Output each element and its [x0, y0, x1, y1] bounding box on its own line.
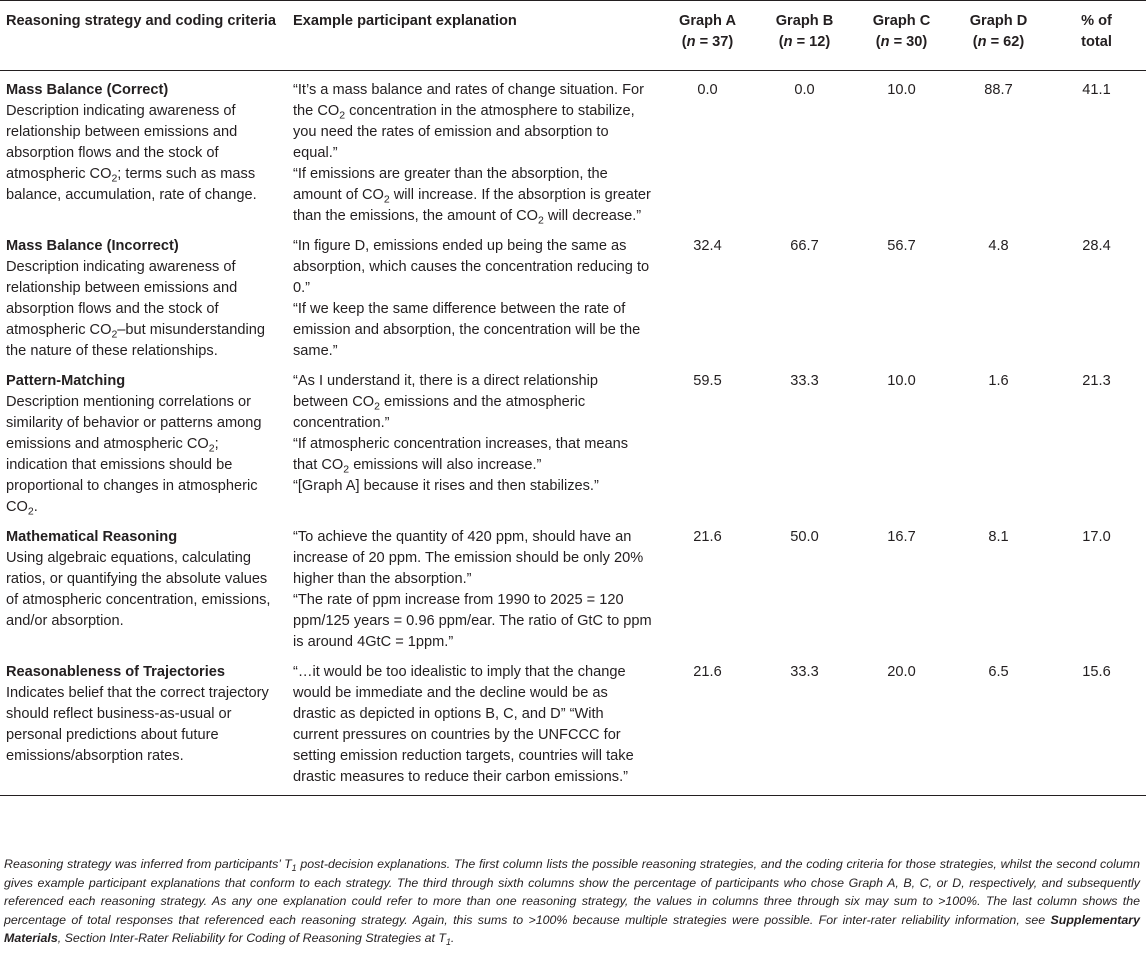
- example-quote: “[Graph A] because it rises and then stabilizes.”: [293, 478, 599, 494]
- header-row: [0, 1, 1146, 71]
- table-row: [0, 71, 1146, 228]
- graph-c-value: 10.0: [887, 82, 916, 98]
- graph-d-value: 6.5: [950, 653, 1047, 796]
- header-graph-c: Graph C (n = 30): [853, 1, 950, 71]
- graph-c-value: 10.0: [887, 373, 916, 389]
- graph-a-value: 59.5: [693, 373, 722, 389]
- strategy-description: Using algebraic equations, calculating ratios, or quantifying the absolute values of atmospheric concentration, emissions, and/or absorption.: [6, 550, 271, 629]
- graph-b-value: 0.0: [794, 82, 815, 98]
- strategy-name: Mass Balance (Incorrect): [6, 238, 179, 254]
- graph-b-value: 33.3: [790, 373, 819, 389]
- graph-b-value: 66.7: [790, 238, 819, 254]
- total-value: 28.4: [1082, 238, 1111, 254]
- strategy-name: Mathematical Reasoning: [6, 529, 178, 545]
- example-quote: “To achieve the quantity of 420 ppm, should have an increase of 20 ppm. The emission should be only 20% higher than the absorption.”: [293, 529, 644, 587]
- example-quote: “If emissions are greater than the absorption, the amount of $CO_2$ will increase. If the absorption is greater than the emissions, the amount of $CO_2$ will decrease.”: [293, 166, 651, 227]
- graph-c-value: 20.0: [853, 653, 950, 796]
- graph-a-value: 21.6: [693, 529, 722, 545]
- strategy-cell: [0, 362, 287, 518]
- header-graph-d: Graph D (n = 62): [950, 1, 1047, 71]
- graph-d-value: 1.6: [988, 373, 1009, 389]
- supplementary-materials-link[interactable]: Supplementary Materials: [4, 912, 1140, 946]
- graph-c-value: 16.7: [887, 529, 916, 545]
- graph-d-value: 4.8: [988, 238, 1009, 254]
- graph-a-value: 32.4: [693, 238, 722, 254]
- example-quote: “If we keep the same difference between the rate of emission and absorption, the concentration will be the same.”: [293, 301, 641, 359]
- strategy-description: Indicates belief that the correct trajectory should reflect business-as-usual or personal predictions about future emissions/absorption rates.: [6, 685, 269, 764]
- example-cell: [287, 362, 659, 518]
- example-cell: [287, 653, 659, 796]
- graph-d-value: 8.1: [988, 529, 1009, 545]
- strategy-name: Reasonableness of Trajectories: [6, 664, 225, 680]
- header-graph-a: Graph A (n = 37): [659, 1, 756, 71]
- total-value: 17.0: [1082, 529, 1111, 545]
- table-row: [0, 653, 1146, 796]
- graph-a-value: 21.6: [659, 653, 756, 796]
- strategy-description: Description mentioning correlations or similarity of behavior or patterns among emissions and atmospheric $CO_2$; indication that emissions should be proportional to changes in atmospheric $CO_2$.: [6, 394, 262, 518]
- example-cell: [287, 518, 659, 653]
- strategy-name: Mass Balance (Correct): [6, 82, 169, 98]
- graph-b-value: 33.3: [756, 653, 853, 796]
- strategy-description: Description indicating awareness of relationship between emissions and absorption flows and the stock of atmospheric $CO_2$–but misunderstanding the nature of these relationships.: [6, 259, 265, 359]
- table-footnote: Reasoning strategy was inferred from participants’ $T_1$ post-decision explanations. The first column lists the possible reasoning strategies, and the coding criteria for those strategies, whilst the second column gives example participant explanations that conform to each strategy. The third through sixth columns show the percentage of participants who chose Graph A, B, C, or D, respectively, and subsequently referenced each reasoning strategy. As any one explanation could refer to more than one reasoning strategy, the values in columns three through six may sum to >100%. The last column shows the percentage of total responses that referenced each reasoning strategy. Again, this sums to >100% because multiple strategies were possible. For inter-rater reliability information, see Supplementary Materials, Section Inter-Rater Reliability for Coding of Reasoning Strategies at $T_1$.: [4, 857, 1140, 948]
- strategy-description: Description indicating awareness of relationship between emissions and absorption flows and the stock of atmospheric $CO_2$; terms such as mass balance, accumulation, rate of change.: [6, 103, 257, 203]
- total-value: 21.3: [1082, 373, 1111, 389]
- example-quote: “The rate of ppm increase from 1990 to 2025 = 120 ppm/125 years = 0.96 ppm/ear. The ratio of GtC to ppm is around 4GtC = 1ppm.”: [293, 592, 652, 650]
- graph-a-value: 0.0: [697, 82, 718, 98]
- example-quote: “In figure D, emissions ended up being the same as absorption, which causes the concentration reducing to 0.”: [293, 238, 650, 296]
- strategy-cell: [0, 653, 287, 796]
- example-cell: [287, 227, 659, 362]
- strategy-cell: [0, 518, 287, 653]
- example-cell: [287, 71, 659, 228]
- example-quote: “It’s a mass balance and rates of change situation. For the $CO_2$ concentration in the atmosphere to stabilize, you need the rates of emission and absorption to equal.”: [293, 82, 644, 161]
- example-quote: “If atmospheric concentration increases, that means that $CO_2$ emissions will also increase.”: [293, 436, 629, 476]
- header-example: Example participant explanation: [287, 1, 659, 71]
- strategy-name: Pattern-Matching: [6, 373, 126, 389]
- header-strategy: Reasoning strategy and coding criteria: [0, 1, 287, 71]
- strategy-cell: [0, 71, 287, 228]
- example-quote: “…it would be too idealistic to imply that the change would be immediate and the decline would be as drastic as depicted in options B, C, and D” “With current pressures on countries by the UNFCCC for setting emission reduction targets, countries will take drastic measures to reduce their carbon emissions.”: [293, 664, 634, 785]
- table-row: [0, 362, 1146, 518]
- total-value: 41.1: [1082, 82, 1111, 98]
- header-graph-b: Graph B (n = 12): [756, 1, 853, 71]
- strategy-cell: [0, 227, 287, 362]
- graph-d-value: 88.7: [984, 82, 1013, 98]
- table-row: [0, 518, 1146, 653]
- total-value: 15.6: [1047, 653, 1146, 796]
- header-total: % of total: [1047, 1, 1146, 71]
- graph-c-value: 56.7: [887, 238, 916, 254]
- example-quote: “As I understand it, there is a direct relationship between $CO_2$ emissions and the atmospheric concentration.”: [293, 373, 599, 431]
- table-row: [0, 227, 1146, 362]
- graph-b-value: 50.0: [790, 529, 819, 545]
